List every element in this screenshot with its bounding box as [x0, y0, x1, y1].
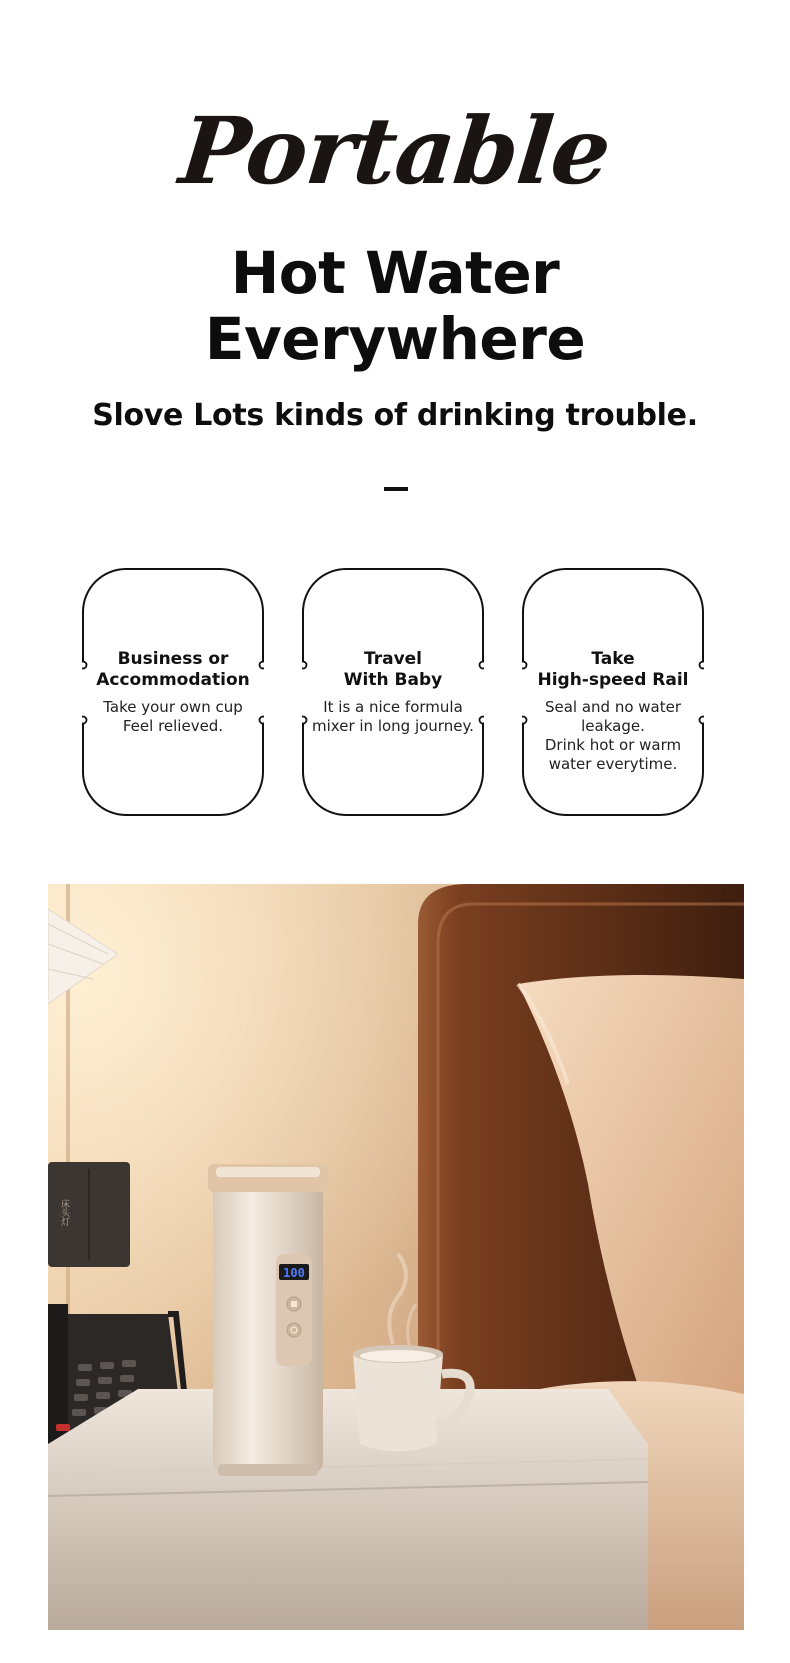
card-title: Travel With Baby	[343, 649, 443, 690]
card-description: Seal and no water leakage. Drink hot or warm water everytime.	[544, 698, 682, 773]
headline	[0, 240, 790, 372]
subline: Slove Lots kinds of drinking trouble.	[92, 398, 698, 433]
portable-kettle	[208, 1164, 328, 1476]
headline-line-2: Everywhere	[204, 305, 586, 373]
card-description: It is a nice formula mixer in long journey.	[312, 698, 474, 735]
headline-line-1: Hot Water	[230, 239, 560, 307]
product-photo	[48, 884, 744, 1630]
card-frame	[82, 568, 264, 816]
card-frame	[522, 568, 704, 816]
wall-panel-label: 床头灯	[59, 1199, 69, 1226]
nightstand	[48, 1389, 648, 1630]
card-title: Take High-speed Rail	[537, 649, 689, 690]
divider-dash	[384, 487, 408, 491]
feature-card-rail	[522, 568, 704, 816]
card-description: Take your own cup Feel relieved.	[103, 698, 243, 735]
kettle-power-button	[287, 1323, 301, 1337]
feature-card-business	[82, 568, 264, 816]
card-title: Business or Accommodation	[96, 649, 250, 690]
kettle-display-reading: 100	[283, 1266, 305, 1280]
feature-card-travel-baby	[302, 568, 484, 816]
card-frame	[302, 568, 484, 816]
script-title: Portable	[175, 97, 615, 205]
